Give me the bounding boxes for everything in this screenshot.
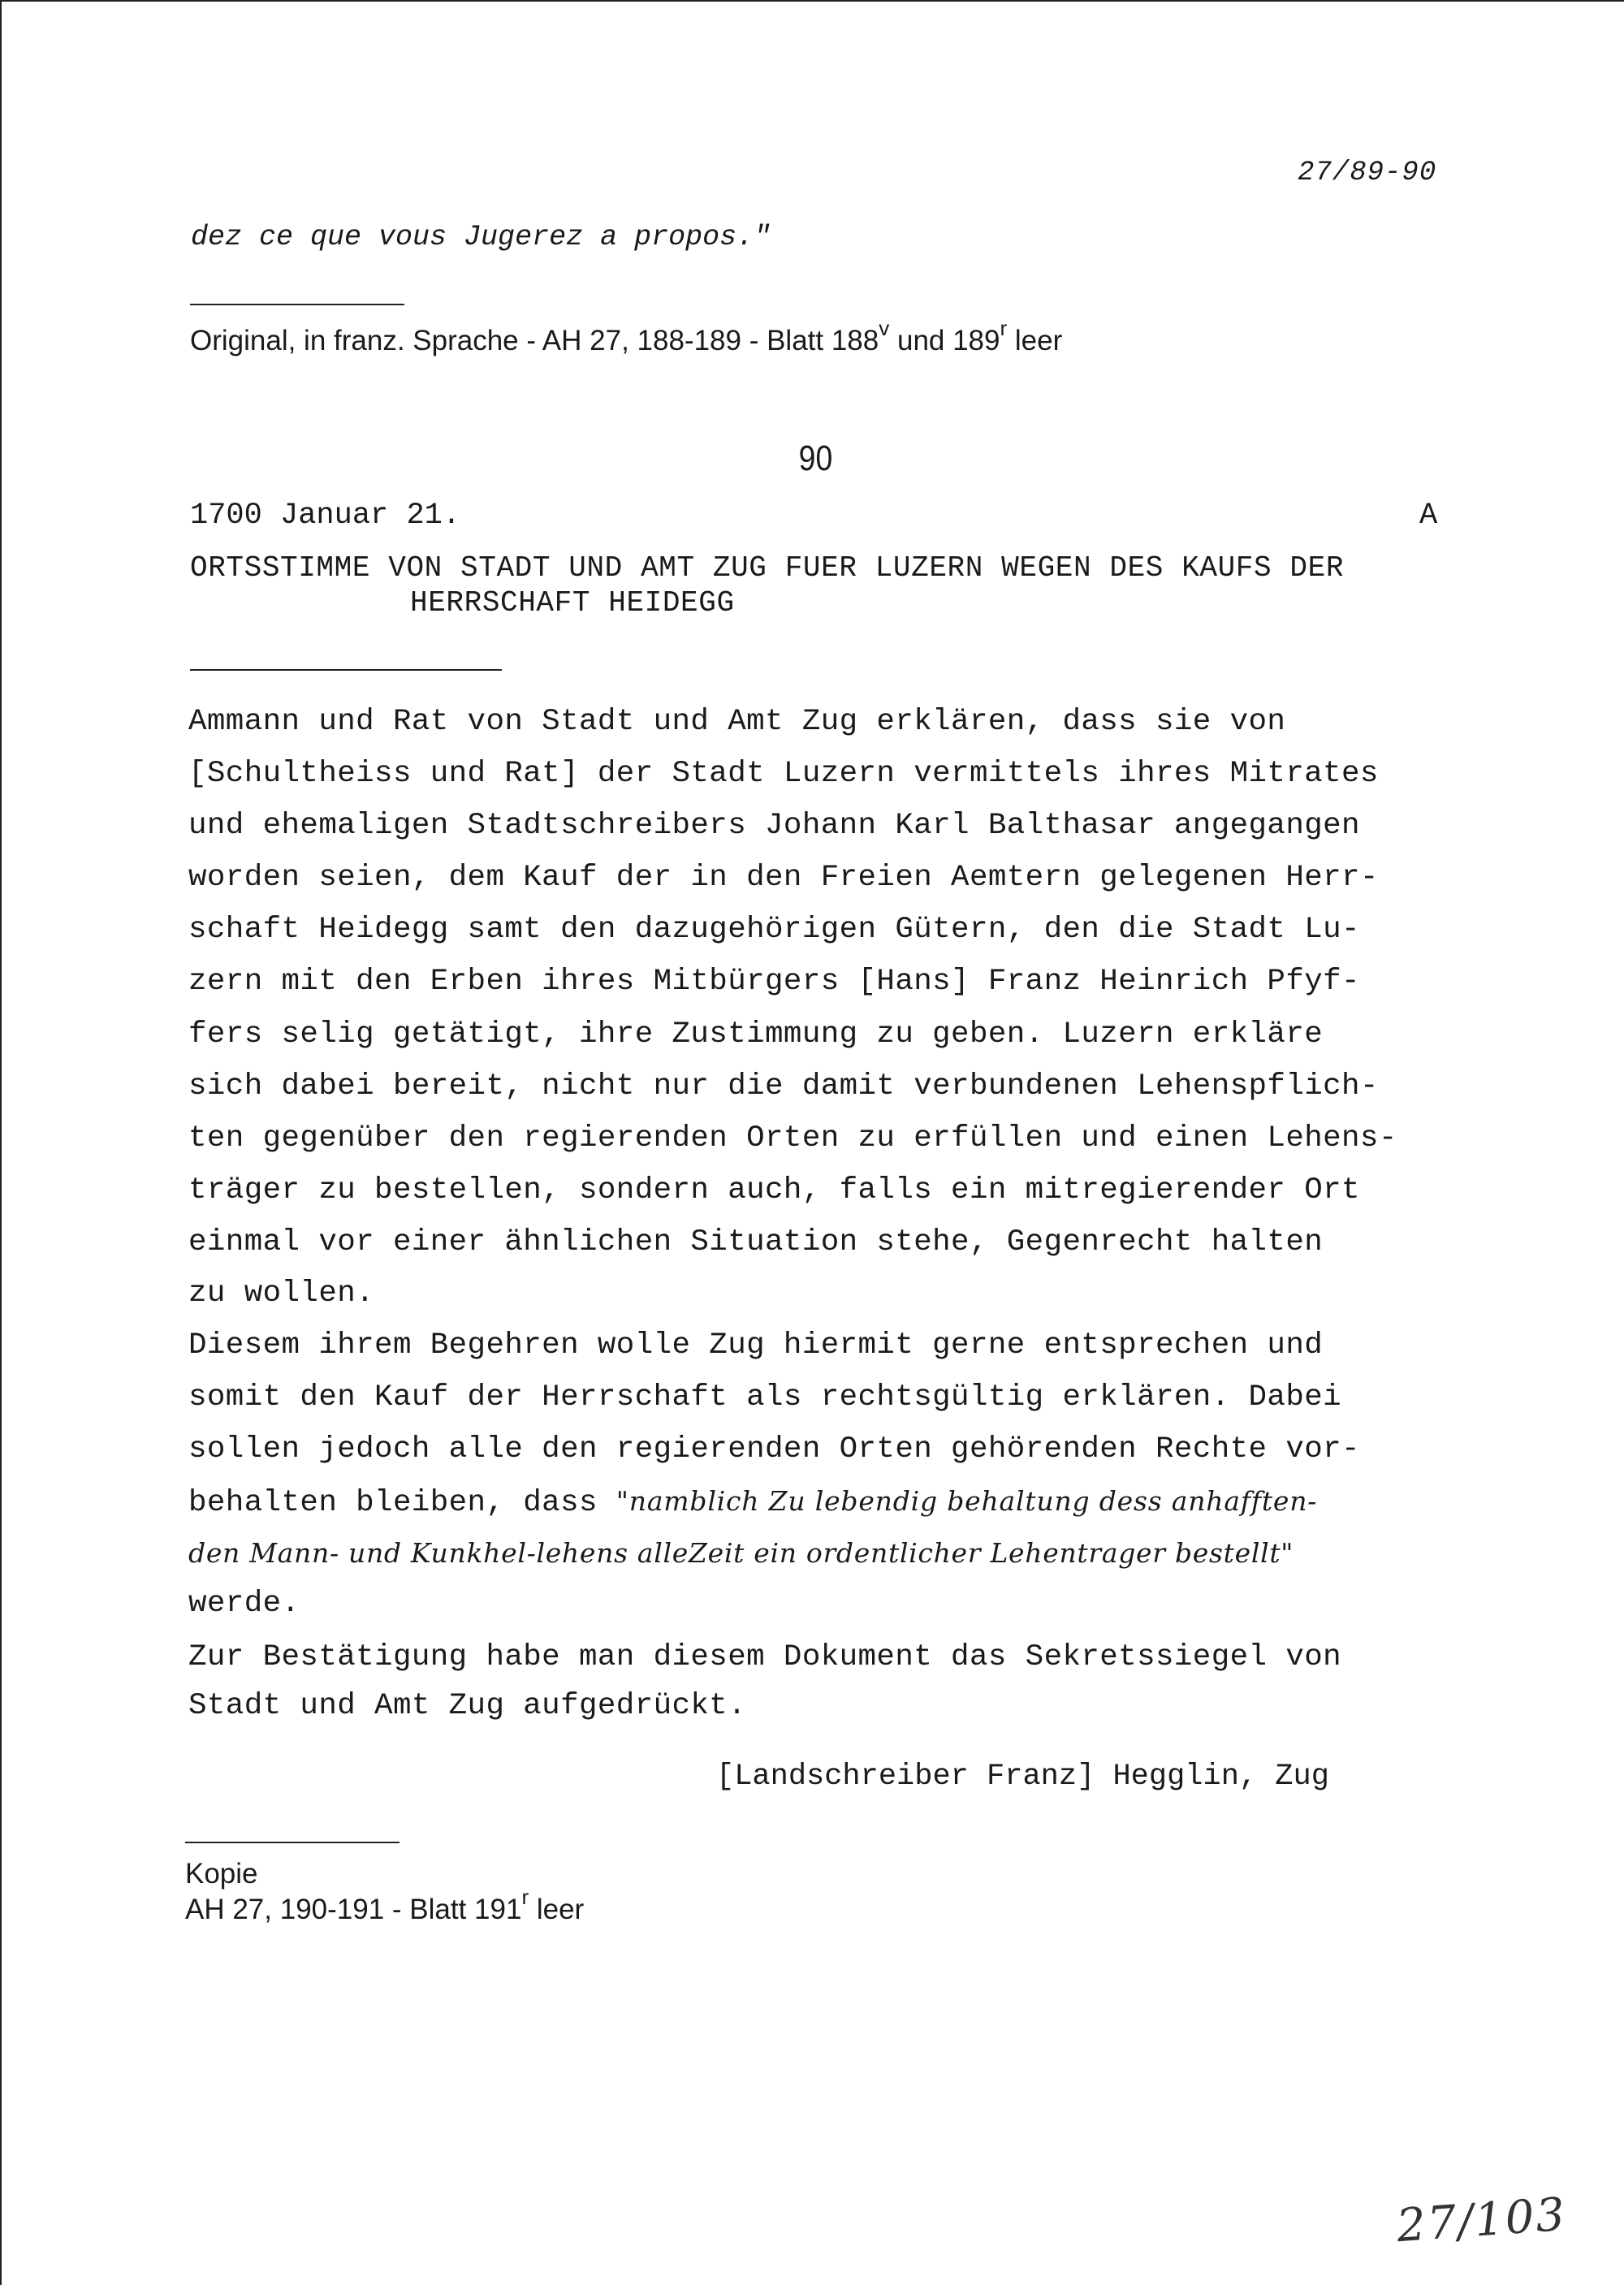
signature: [Landschreiber Franz] Hegglin, Zug: [716, 1760, 1329, 1794]
source-note-text-3: leer: [1007, 325, 1063, 356]
body-line: Stadt und Amt Zug aufgedrückt.: [188, 1689, 747, 1723]
body-line: somit den Kauf der Herrschaft als rechtsgültig erklären. Dabei: [188, 1380, 1342, 1415]
body-line: ten gegenüber den regierenden Orten zu erfüllen und einen Lehens-: [188, 1121, 1397, 1155]
body-line: [188, 1483, 1317, 1522]
quote-continuation: dez ce que vous Jugerez a propos.": [191, 221, 771, 253]
copy-note-ref: [185, 1885, 585, 1926]
copy-note-text-2: leer: [529, 1894, 585, 1925]
entry-marker: A: [1419, 499, 1438, 533]
body-line: sich dabei bereit, nicht nur die damit verbundenen Lehenspflich-: [188, 1069, 1379, 1104]
body-line: [Schultheiss und Rat] der Stadt Luzern vermittels ihres Mitrates: [188, 757, 1379, 791]
source-note-text-2: und 189: [889, 325, 1000, 356]
body-line: zern mit den Erben ihres Mitbürgers [Hans] Franz Heinrich Pfyf-: [188, 965, 1360, 999]
source-note-sup-r: r: [1000, 316, 1008, 340]
body-line: schaft Heidegg samt den dazugehörigen Gütern, den die Stadt Lu-: [188, 913, 1360, 947]
footnote-divider: [190, 304, 404, 305]
body-line: Ammann und Rat von Stadt und Amt Zug erklären, dass sie von: [188, 705, 1286, 739]
body-line: und ehemaligen Stadtschreibers Johann Karl Balthasar angegangen: [188, 809, 1360, 843]
body-line: Zur Bestätigung habe man diesem Dokument das Sekretssiegel von: [188, 1640, 1342, 1674]
body-line: zu wollen.: [188, 1276, 375, 1311]
body-line: einmal vor einer ähnlichen Situation stehe, Gegenrecht halten: [188, 1225, 1324, 1259]
entry-number: 90: [798, 438, 833, 478]
handwritten-archive-number: 27/103: [1394, 2188, 1569, 2253]
body-line: fers selig getätigt, ihre Zustimmung zu geben. Luzern erkläre: [188, 1017, 1324, 1052]
body-line: werde.: [188, 1587, 300, 1621]
entry-date: 1700 Januar 21.: [190, 499, 461, 533]
page-reference: 27/89-90: [1298, 158, 1437, 188]
entry-title-line-2: HERRSCHAFT HEIDEGG: [410, 586, 735, 620]
copy-note-sup-r: r: [521, 1885, 529, 1909]
source-quote: "namblich Zu lebendig behaltung dess anhafften-: [615, 1485, 1318, 1517]
source-note-sup-v: v: [879, 316, 890, 340]
body-text: behalten bleiben, dass: [188, 1486, 616, 1520]
body-line: träger zu bestellen, sondern auch, falls ein mitregierender Ort: [188, 1173, 1360, 1207]
copy-note-label: Kopie: [185, 1858, 258, 1890]
body-line: worden seien, dem Kauf der in den Freien Aemtern gelegenen Herr-: [188, 861, 1379, 895]
footnote-divider-2: [185, 1842, 400, 1843]
body-line: Diesem ihrem Begehren wolle Zug hiermit gerne entsprechen und: [188, 1328, 1324, 1363]
title-divider: [190, 669, 502, 671]
source-quote: den Mann- und Kunkhel-lehens alleZeit ein ordentlicher Lehentrager bestellt": [188, 1537, 1294, 1569]
copy-note-text: AH 27, 190-191 - Blatt 191: [185, 1894, 522, 1925]
source-note-text: Original, in franz. Sprache - AH 27, 188-189 - Blatt 188: [190, 325, 879, 356]
source-note: [190, 316, 1063, 357]
entry-title-line-1: ORTSSTIMME VON STADT UND AMT ZUG FUER LUZERN WEGEN DES KAUFS DER: [190, 551, 1345, 585]
body-line: sollen jedoch alle den regierenden Orten gehörenden Rechte vor-: [188, 1432, 1360, 1466]
